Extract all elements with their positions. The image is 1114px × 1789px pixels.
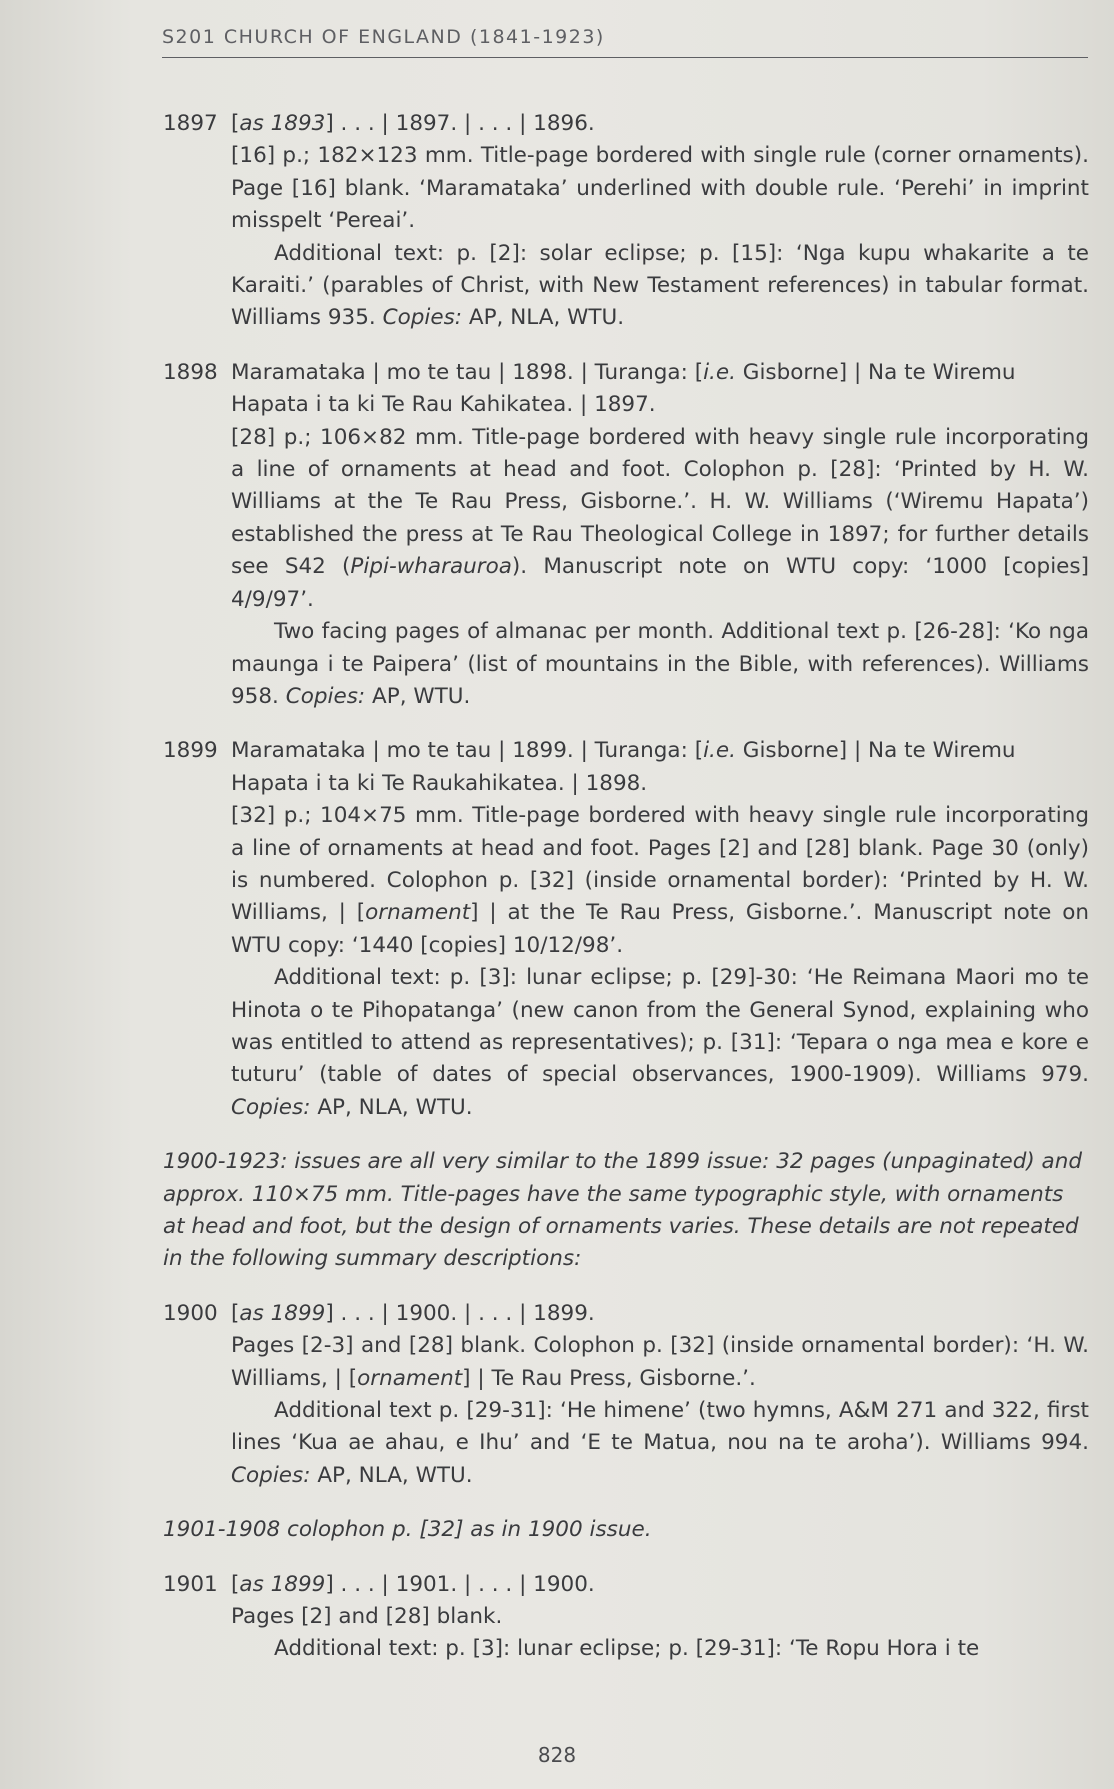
entry-description <box>231 422 1089 616</box>
title-italic: i.e. <box>703 738 736 764</box>
entry-1901 <box>163 1569 1089 1666</box>
entry-body <box>231 1601 1089 1666</box>
entry-additional-text <box>231 616 1089 713</box>
copies-label: Copies: <box>285 683 366 709</box>
entry-title <box>231 735 1089 800</box>
entry-body <box>231 140 1089 334</box>
colophon-note: 1901-1908 colophon p. [32] as in 1900 issue. <box>163 1517 652 1543</box>
entry-1898 <box>163 357 1089 713</box>
title-text: ] . . . | 1900. | . . . | 1899. <box>325 1300 595 1326</box>
copies-list: AP, NLA, WTU. <box>317 1462 473 1488</box>
entry-heading <box>163 108 1089 140</box>
title-text: [ <box>231 111 240 136</box>
copies-list: AP, NLA, WTU. <box>317 1094 473 1120</box>
copies-label: Copies: <box>231 1094 311 1120</box>
title-text: ] . . . | 1897. | . . . | 1896. <box>325 111 595 136</box>
series-note: 1900-1923: issues are all very similar to the 1899 issue: 32 pages (unpaginated) and approx. 110×75 mm. Title-pages have the same typographic style, with ornaments at head and foot, but the design of ornaments varies. These details are not repeated in the following summary descriptions: <box>163 1149 1083 1272</box>
running-head: S201 CHURCH OF ENGLAND (1841-1923) <box>162 26 1088 58</box>
copies-list: AP, NLA, WTU. <box>468 305 625 331</box>
title-italic: as 1899 <box>239 1571 326 1597</box>
entry-year: 1899 <box>163 738 218 764</box>
entry-body <box>231 1330 1089 1492</box>
description-italic: ornament <box>365 900 471 926</box>
entry-additional-text <box>231 238 1089 335</box>
entry-year: 1898 <box>163 359 218 385</box>
entry-description: [16] p.; 182×123 mm. Title-page bordered with single rule (corner ornaments). Page [16] blank. ‘Maramataka’ underlined with double rule. ‘Perehi’ in imprint misspelt ‘Pereai’. <box>231 143 1089 234</box>
entry-year: 1900 <box>163 1300 218 1326</box>
title-text: ] . . . | 1901. | . . . | 1900. <box>325 1571 595 1597</box>
entry-additional-text: Additional text: p. [3]: lunar eclipse; p. [29-31]: ‘Te Ropu Hora i te <box>274 1636 980 1662</box>
entry-body <box>231 422 1089 714</box>
entry-1899 <box>163 735 1089 1124</box>
additional-text: Two facing pages of almanac per month. Additional text p. [26-28]: ‘Ko nga maunga i te Paipera’ (list of mountains in the Bible, with references). Williams 958. <box>231 619 1089 709</box>
title-text: [ <box>231 1300 240 1326</box>
entry-title <box>231 108 1089 140</box>
entry-heading <box>163 735 1089 800</box>
title-text: Gisborne] | Na te Wiremu Hapata i ta ki Te Raukahikatea. | 1898. <box>231 738 1016 796</box>
entry-title <box>231 357 1089 422</box>
entry-year: 1901 <box>163 1571 218 1597</box>
additional-text: Additional text: p. [3]: lunar eclipse; p. [29]-30: ‘He Reimana Maori mo te Hinota o te Pihopatanga’ (new canon from the General Synod, explaining who was entitled to attend as representatives); p. [31]: ‘Tepara o nga mea e kore e tuturu’ (table of dates of special observances, 1900-1909). Williams 979. <box>231 965 1089 1088</box>
title-italic: as 1899 <box>239 1300 326 1326</box>
entry-heading <box>163 1569 1089 1601</box>
title-text: Gisborne] | Na te Wiremu Hapata i ta ki Te Rau Kahikatea. | 1897. <box>231 359 1016 418</box>
description-text: ] | Te Rau Press, Gisborne.’. <box>462 1365 756 1391</box>
title-italic: i.e. <box>703 359 736 385</box>
description-text: ] | at the Te Rau Press, Gisborne.’. Manuscript note on WTU copy: ‘1440 [copies] 10/12/98’. <box>231 900 1089 958</box>
title-text: Maramataka | mo te tau | 1899. | Turanga: [ <box>231 738 704 764</box>
description-italic: Pipi-wharauroa <box>350 554 512 580</box>
entry-description <box>231 1330 1089 1395</box>
additional-text: Additional text: p. [2]: solar eclipse; p. [15]: ‘Nga kupu whakarite a te Karaiti.’ (parables of Christ, with New Testament references) in tabular format. Williams 935. <box>231 240 1089 331</box>
entry-title <box>231 1569 1089 1601</box>
title-text: [ <box>231 1571 240 1597</box>
description-text: ). Manuscript note on WTU copy: ‘1000 [copies] 4/9/97’. <box>231 554 1089 612</box>
title-text: Maramataka | mo te tau | 1898. | Turanga: [ <box>231 359 704 385</box>
copies-label: Copies: <box>382 305 463 331</box>
entry-body <box>231 800 1089 1124</box>
additional-text: Additional text p. [29-31]: ‘He himene’ (two hymns, A&M 271 and 322, first lines ‘Kua ae ahau, e Ihu’ and ‘E te Matua, nou na te aroha’). Williams 994. <box>231 1398 1089 1456</box>
entry-description: Pages [2] and [28] blank. <box>231 1604 503 1630</box>
entry-additional-text <box>231 1395 1089 1492</box>
entry-year: 1897 <box>163 111 218 136</box>
entry-heading <box>163 357 1089 422</box>
title-italic: as 1893 <box>239 111 326 136</box>
entry-description <box>231 800 1089 962</box>
entry-1897 <box>163 108 1089 335</box>
entry-title <box>231 1298 1089 1330</box>
description-text: [32] p.; 104×75 mm. Title-page bordered with heavy single rule incorporating a line of ornaments at head and foot. Pages [2] and [28] blank. Page 30 (only) is numbered. Colophon p. [32] (inside ornamental border): ‘Printed by H. W. Williams, | [ <box>231 803 1089 926</box>
entry-heading <box>163 1298 1089 1330</box>
entry-1900 <box>163 1298 1089 1492</box>
page-number: 828 <box>537 1743 577 1767</box>
description-text: [28] p.; 106×82 mm. Title-page bordered with heavy single rule incorporating a line of ornaments at head and foot. Colophon p. [28]: ‘Printed by H. W. Williams at the Te Rau Press, Gisborne.’. H. W. Williams (‘Wiremu Hapata’) established the press at Te Rau Theological College in 1897; for further details see S42 ( <box>231 424 1089 580</box>
entry-additional-text <box>231 962 1089 1124</box>
copies-list: AP, WTU. <box>372 683 471 709</box>
copies-label: Copies: <box>231 1462 311 1488</box>
description-text: Pages [2-3] and [28] blank. Colophon p. [32] (inside ornamental border): ‘H. W. Williams, | [ <box>231 1333 1089 1391</box>
description-italic: ornament <box>357 1365 463 1391</box>
page-content <box>163 108 1089 1688</box>
